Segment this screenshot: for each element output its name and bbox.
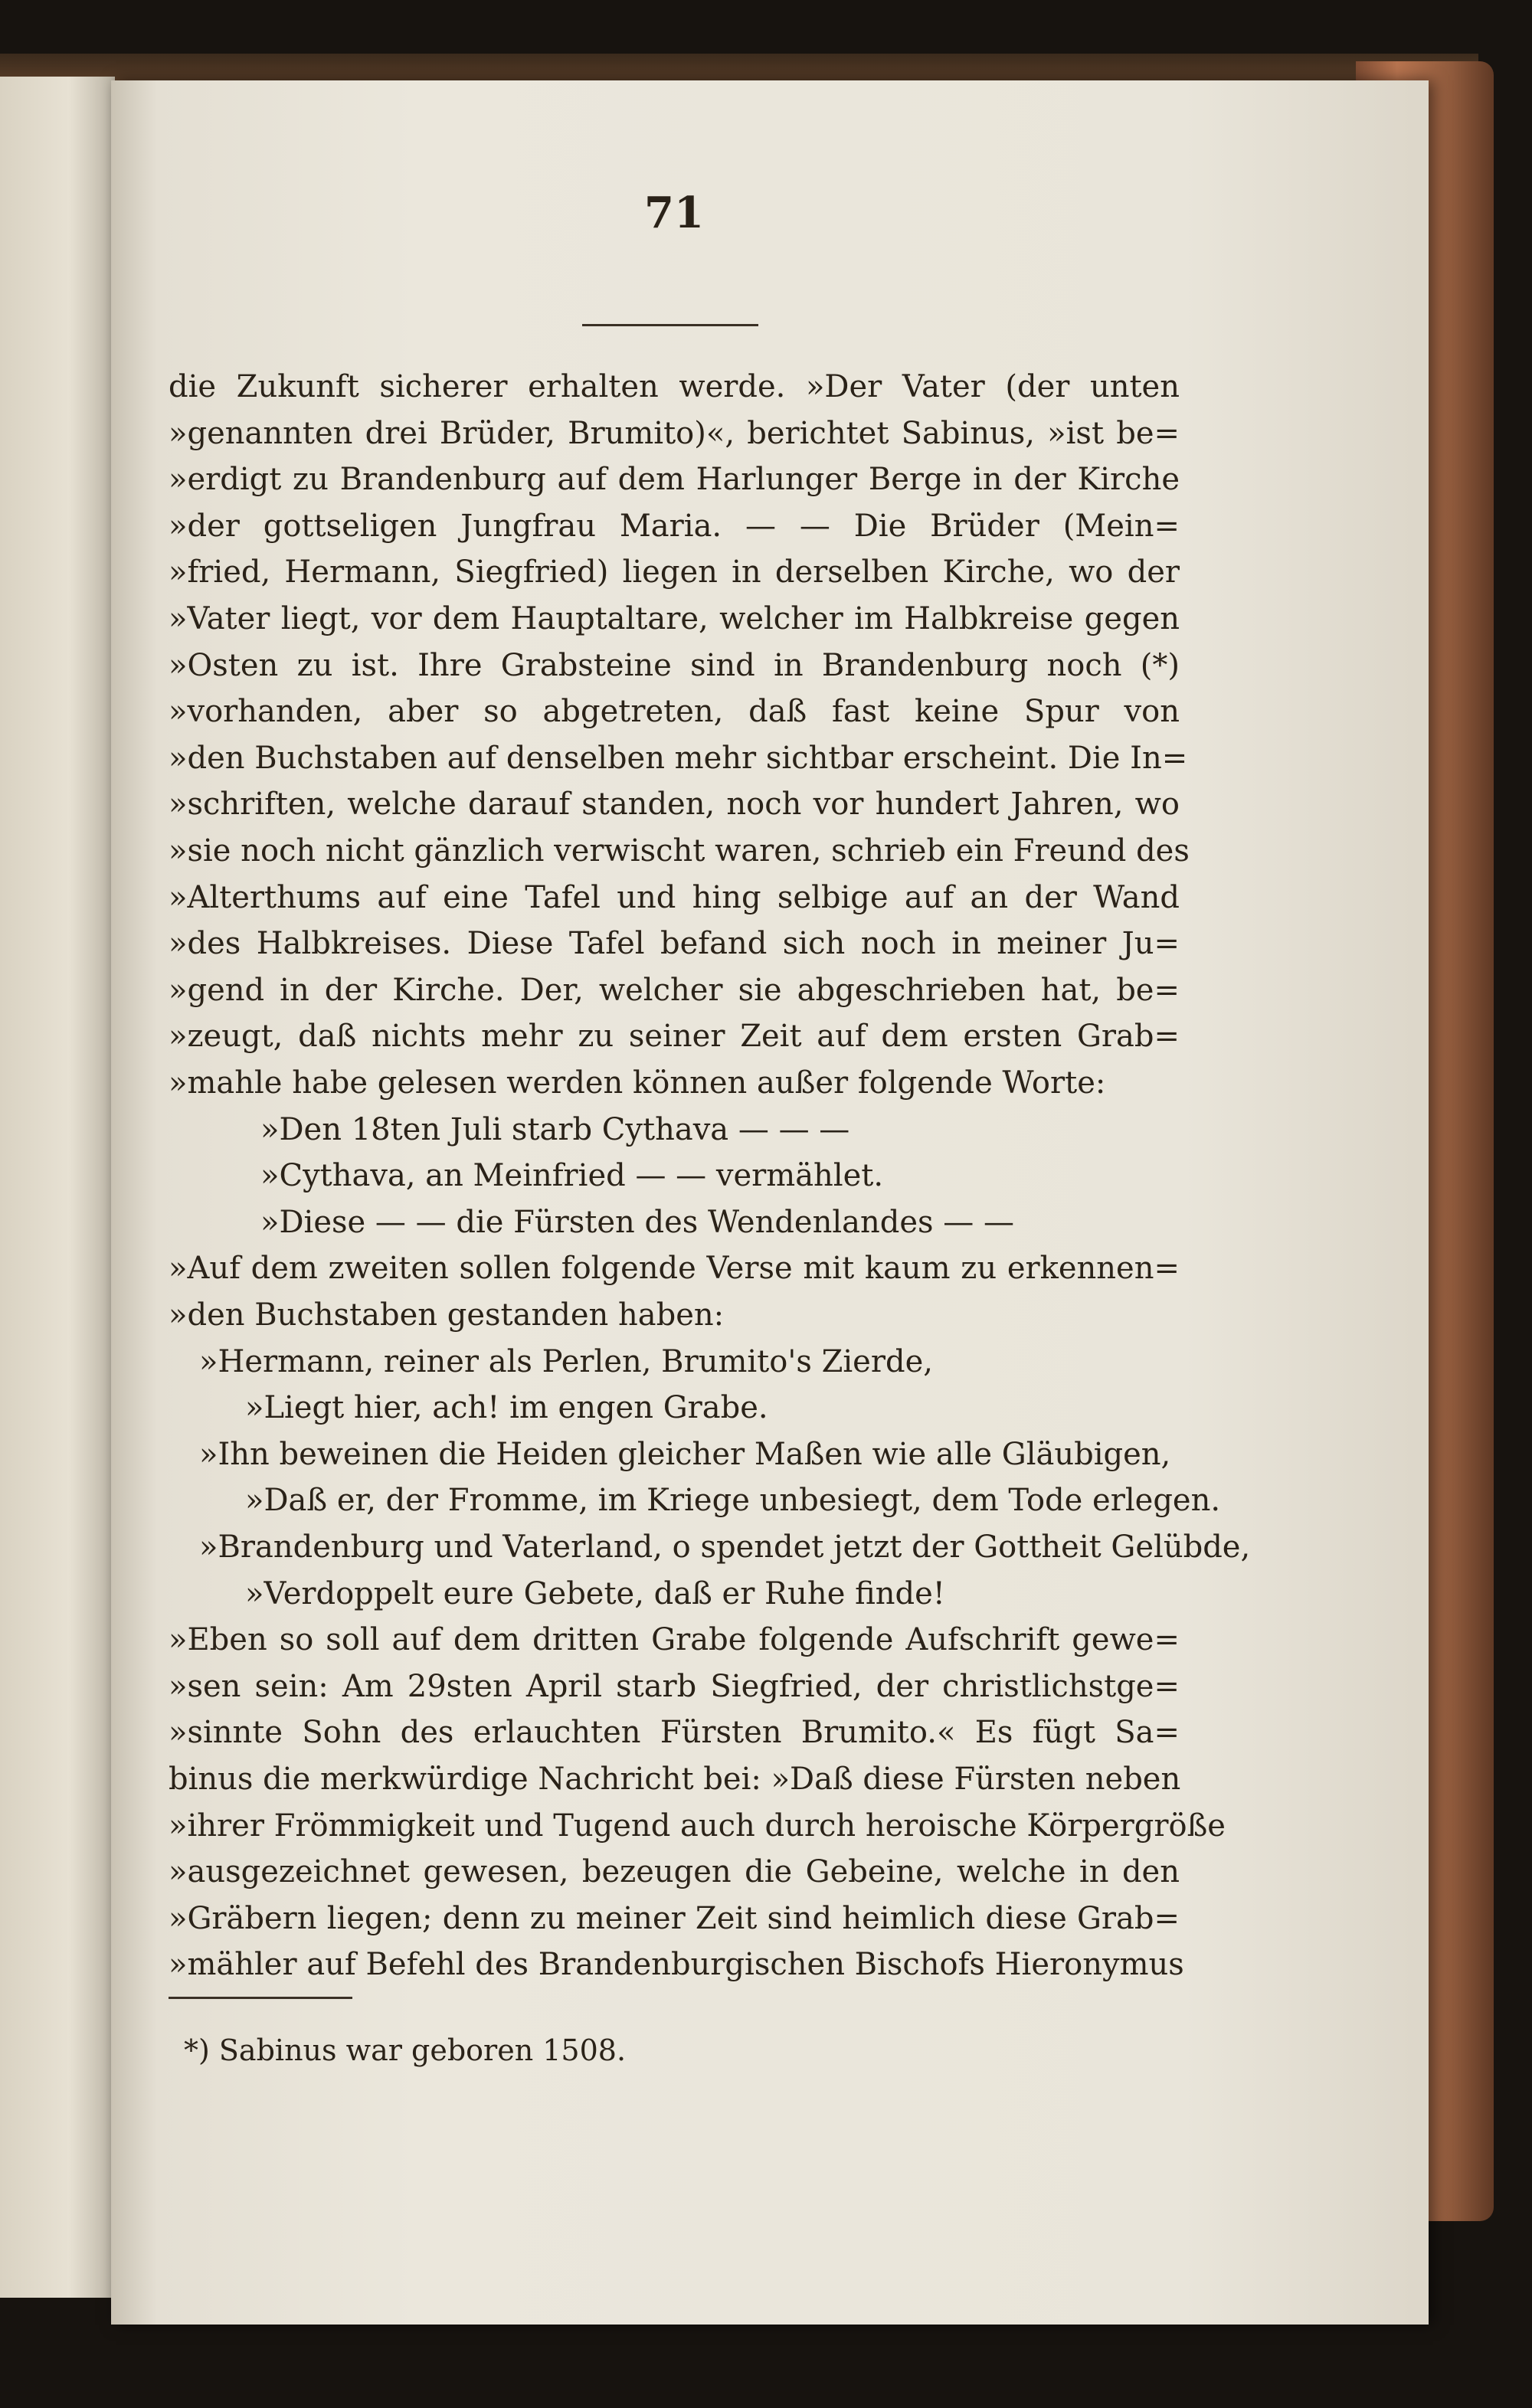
text-line: »genannten drei Brüder, Brumito)«, berichtet Sabinus, »ist be=: [169, 416, 1180, 451]
text-line: »den Buchstaben auf denselben mehr sichtbar erscheint. Die In=: [169, 741, 1188, 776]
text-line: »Ihn beweinen die Heiden gleicher Maßen wie alle Gläubigen,: [199, 1437, 1171, 1472]
page-number-rule: [582, 324, 758, 326]
text-line: »vorhanden, aber so abgetreten, daß fast keine Spur von: [169, 694, 1180, 729]
text-line: »Brandenburg und Vaterland, o spendet jetzt der Gottheit Gelübde,: [199, 1530, 1251, 1565]
text-line: »Cythava, an Meinfried — — vermählet.: [260, 1158, 884, 1193]
text-line: »mahle habe gelesen werden können außer folgende Worte:: [169, 1065, 1106, 1101]
text-line: »ausgezeichnet gewesen, bezeugen die Gebeine, welche in den: [169, 1854, 1180, 1889]
footnote-rule: [169, 1997, 352, 1999]
text-line: »Osten zu ist. Ihre Grabsteine sind in Brandenburg noch (*): [169, 648, 1180, 683]
text-line: »Daß er, der Fromme, im Kriege unbesiegt, dem Tode erlegen.: [245, 1483, 1221, 1518]
text-line: die Zukunft sicherer erhalten werde. »Der Vater (der unten: [169, 369, 1180, 404]
text-line: »sie noch nicht gänzlich verwischt waren, schrieb ein Freund des: [169, 833, 1190, 869]
text-line: »Diese — — die Fürsten des Wendenlandes — —: [260, 1205, 1015, 1240]
text-line: »Den 18ten Juli starb Cythava — — —: [260, 1112, 850, 1147]
text-line: »Alterthums auf eine Tafel und hing selbige auf an der Wand: [169, 880, 1180, 915]
text-line: »den Buchstaben gestanden haben:: [169, 1297, 725, 1333]
text-line: »Hermann, reiner als Perlen, Brumito's Zierde,: [199, 1344, 933, 1379]
text-line: »fried, Hermann, Siegfried) liegen in derselben Kirche, wo der: [169, 555, 1180, 590]
footnote: *) Sabinus war geboren 1508.: [184, 2033, 627, 2067]
text-line: »mähler auf Befehl des Brandenburgischen Bischofs Hieronymus: [169, 1947, 1184, 1982]
text-line: »gend in der Kirche. Der, welcher sie abgeschrieben hat, be=: [169, 973, 1180, 1008]
text-line: »Eben so soll auf dem dritten Grabe folgende Aufschrift gewe=: [169, 1622, 1180, 1657]
text-line: »des Halbkreises. Diese Tafel befand sich noch in meiner Ju=: [169, 926, 1180, 961]
text-line: »Auf dem zweiten sollen folgende Verse mit kaum zu erkennen=: [169, 1251, 1180, 1286]
text-line: binus die merkwürdige Nachricht bei: »Daß diese Fürsten neben: [169, 1762, 1181, 1797]
text-line: »Liegt hier, ach! im engen Grabe.: [245, 1390, 768, 1425]
text-line: »zeugt, daß nichts mehr zu seiner Zeit auf dem ersten Grab=: [169, 1019, 1180, 1054]
text-line: »Gräbern liegen; denn zu meiner Zeit sind heimlich diese Grab=: [169, 1901, 1180, 1936]
text-line: »Vater liegt, vor dem Hauptaltare, welcher im Halbkreise gegen: [169, 601, 1180, 636]
text-line: »sen sein: Am 29sten April starb Siegfried, der christlichstge=: [169, 1669, 1180, 1704]
page-number: 71: [644, 188, 704, 238]
text-line: »sinnte Sohn des erlauchten Fürsten Brumito.« Es fügt Sa=: [169, 1715, 1180, 1750]
text-line: »schriften, welche darauf standen, noch vor hundert Jahren, wo: [169, 787, 1180, 822]
book-cover-edge: [0, 54, 1478, 84]
text-line: »Verdoppelt eure Gebete, daß er Ruhe finde!: [245, 1576, 945, 1611]
text-line: »der gottseligen Jungfrau Maria. — — Die Brüder (Mein=: [169, 509, 1180, 544]
text-line: »ihrer Frömmigkeit und Tugend auch durch heroische Körpergröße: [169, 1808, 1226, 1844]
facing-page: [0, 77, 115, 2298]
text-line: »erdigt zu Brandenburg auf dem Harlunger Berge in der Kirche: [169, 462, 1180, 497]
